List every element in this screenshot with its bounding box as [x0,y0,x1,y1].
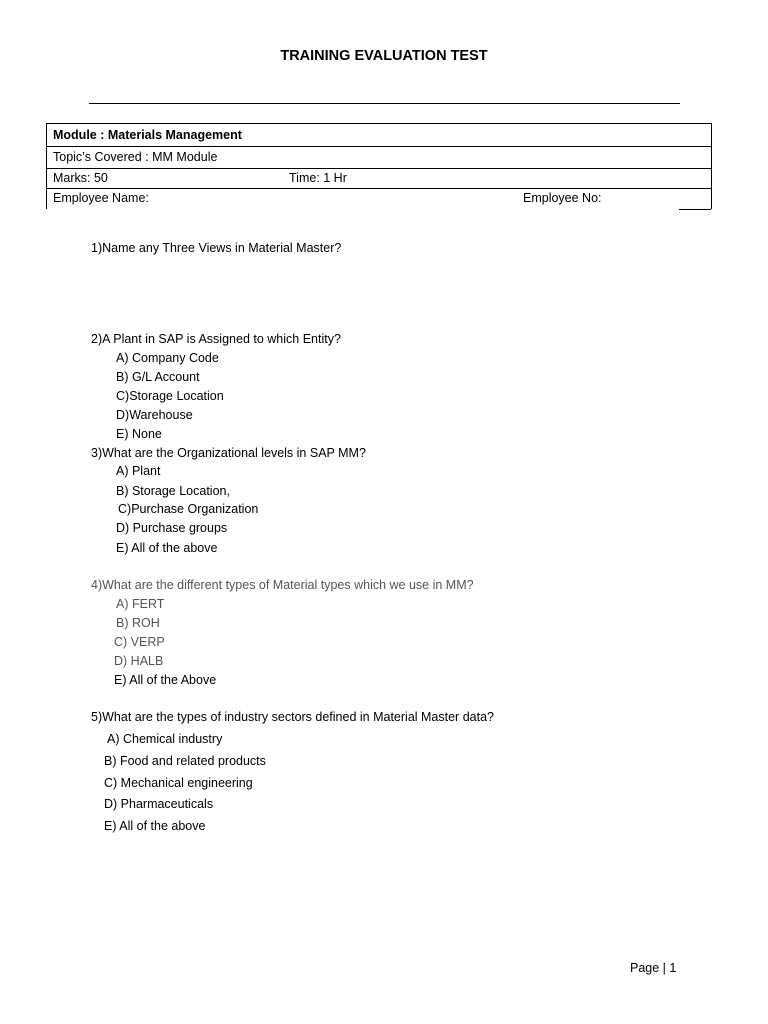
q3-option-d: D) Purchase groups [116,521,228,535]
info-table-border-left [46,123,47,209]
q5-option-d: D) Pharmaceuticals [104,797,214,811]
q4-option-e: E) All of the Above [114,673,217,687]
q3-option-a: A) Plant [116,464,161,478]
q3-option-c: C)Purchase Organization [118,502,259,516]
module-label: Module : Materials Management [53,128,242,142]
q4-option-a: A) FERT [116,597,165,611]
q5-option-e: E) All of the above [104,819,206,833]
question-2: 2)A Plant in SAP is Assigned to which Entity? [91,332,341,346]
time-label: Time: 1 Hr [289,171,347,185]
employee-no-field[interactable]: Employee No: [523,191,602,205]
q4-option-b: B) ROH [116,616,160,630]
question-1: 1)Name any Three Views in Material Master? [91,241,342,255]
q3-option-e: E) All of the above [116,541,218,555]
page-title: TRAINING EVALUATION TEST [280,48,488,64]
info-table-border-top [46,123,711,124]
topics-label: Topic’s Covered : MM Module [53,150,218,164]
info-table-divider [46,168,711,169]
q2-option-a: A) Company Code [116,351,219,365]
question-4: 4)What are the different types of Material types which we use in MM? [91,578,474,592]
page-number: Page | 1 [630,961,677,975]
marks-label: Marks: 50 [53,171,108,185]
q3-option-b: B) Storage Location, [116,484,230,498]
q2-option-c: C)Storage Location [116,389,224,403]
info-table-divider [46,146,711,147]
title-underline [89,103,680,104]
q5-option-a: A) Chemical industry [107,732,223,746]
q2-option-d: D)Warehouse [116,408,193,422]
q5-option-c: C) Mechanical engineering [104,776,253,790]
info-table-border-right [711,123,712,209]
question-5: 5)What are the types of industry sectors defined in Material Master data? [91,710,494,724]
info-table-divider [46,188,711,189]
q4-option-c: C) VERP [114,635,165,649]
info-table-border-bottom [679,209,711,210]
employee-name-field[interactable]: Employee Name: [53,191,149,205]
q2-option-b: B) G/L Account [116,370,200,384]
q5-option-b: B) Food and related products [104,754,266,768]
q4-option-d: D) HALB [114,654,164,668]
question-3: 3)What are the Organizational levels in SAP MM? [91,446,366,460]
q2-option-e: E) None [116,427,162,441]
info-table [46,123,711,209]
